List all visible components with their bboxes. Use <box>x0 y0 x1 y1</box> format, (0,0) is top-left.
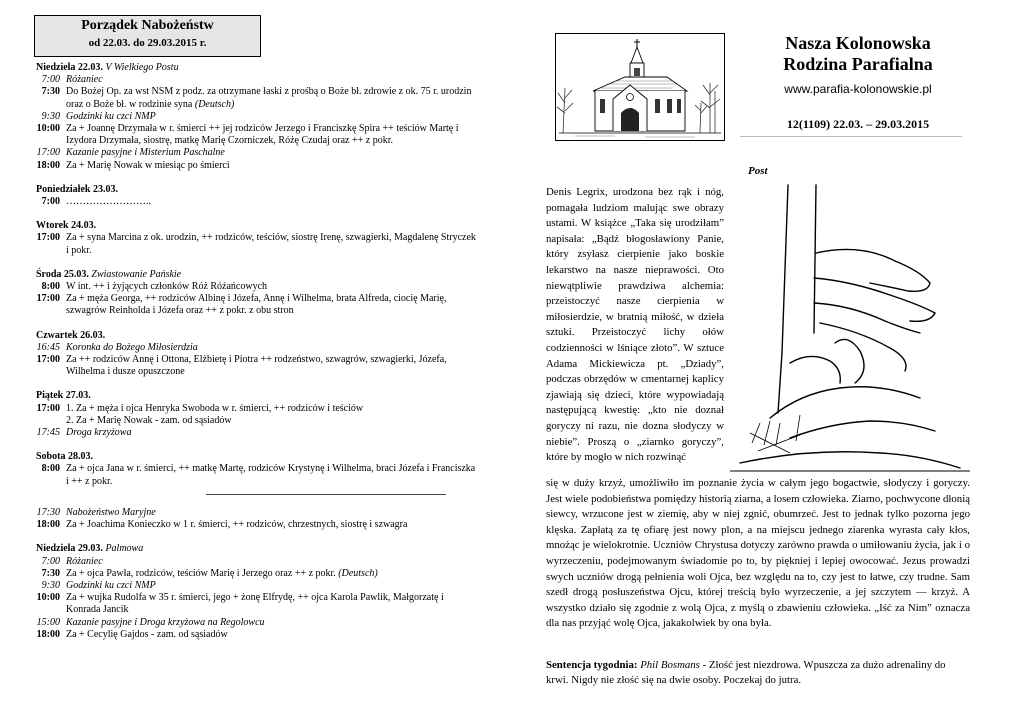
day-header <box>36 330 476 342</box>
entry-time: 18:00 <box>36 628 60 640</box>
schedule-entry <box>36 556 476 568</box>
entry-text <box>66 556 476 568</box>
mass-schedule <box>36 62 476 641</box>
day-header <box>36 184 476 196</box>
entry-time <box>36 415 66 427</box>
schedule-entry <box>36 342 476 354</box>
entry-time: 17:00 <box>36 232 60 244</box>
entry-text <box>66 580 476 592</box>
entry-intention: Różaniec <box>66 555 103 567</box>
schedule-entry <box>36 293 476 317</box>
entry-intention: Za + wujka Rudolfa w 35 r. śmierci, jego + żonę Elfrydę, ++ ojca Karola Pawlik, Małgorzatę i Konrada Jancik <box>66 592 444 616</box>
schedule-entry <box>36 403 476 415</box>
maxim-label: Sentencja tygodnia: <box>546 659 638 671</box>
entry-intention: Za + męża Georga, ++ rodziców Albinę i Józefa, Annę i Wilhelma, brata Alfreda, ciocię Marię, szwagrów Reinholda i Józefa oraz ++ z pokr. z obu stron <box>66 293 447 317</box>
day-label: Wtorek 24.03. <box>36 220 97 232</box>
issue-divider <box>740 136 962 137</box>
article-text-wide: się w duży krzyż, umożliwiło im poznanie życia w całym jego bogactwie, słodyczy i goryczy. Jest wiele podobieństwa pomiędzy historią ziarna, a losem człowieka. Ziarno, pochwycone dłonią siewcy, wrzucone jest w ziemię, aby w niej zgnić, obumrzeć. Jest to jednak tylko pozorna jego klęska. Zapłatą za tę ofiarę jest nowy plon, a na miejscu jednego ziarenka wyrasta cały kłos, mnożąc je wielokrotnie. Uczniów Chrystusa dotyczy zarówno prawda o umiłowaniu życia, jak i o wyrzeczeniu, podejmowanym świadomie po to, by piękniej i lepiej owocować. Jezus prowadzi swych uczniów drogą pełnienia woli Ojca, bez względu na to, czy jest to łatwe, czy trudne. Sam szedł drogą posłuszeństwa Ojcu, której treścią było wyrzeczenie, a jej szczytem — krzyż. A wszystko działo się zgodnie z wolą Ojca, z myślą o zbawieniu człowieka. „Iść za Nim” oznacza dla nas przyjąć wolę Ojca, jakakolwiek by ona była. <box>546 477 970 630</box>
schedule-entry <box>36 415 476 427</box>
day-label: Niedziela 22.03. <box>36 62 103 73</box>
entry-text <box>66 74 476 86</box>
entry-text <box>66 592 476 616</box>
day-label: Piątek 27.03. <box>36 390 91 402</box>
entry-time: 7:00 <box>41 555 60 567</box>
schedule-entry <box>36 86 476 110</box>
entry-time: 7:00 <box>41 74 60 86</box>
schedule-entry <box>36 354 476 378</box>
entry-intention: …………………….. <box>66 196 151 208</box>
entry-text <box>66 519 476 531</box>
entry-text <box>66 617 476 629</box>
schedule-entry <box>36 617 476 629</box>
entry-time: 10:00 <box>36 123 60 135</box>
day-label: Niedziela 29.03. <box>36 543 103 555</box>
entry-text <box>66 354 476 378</box>
schedule-entry <box>36 592 476 616</box>
entry-intention: Koronka do Bożego Miłosierdzia <box>66 341 198 353</box>
day-header <box>36 220 476 232</box>
entry-time: 7:30 <box>41 86 60 98</box>
day-gap <box>36 495 476 507</box>
entry-intention: Godzinki ku czci NMP <box>66 110 156 122</box>
entry-text <box>66 86 476 110</box>
maxim-text: - Złość jest niezdrowa. Wpuszcza za dużo adrenaliny do krwi. Nigdy nie złość się na dwie osoby. Poczekaj do jutra. <box>546 659 946 686</box>
entry-text <box>66 342 476 354</box>
entry-text <box>66 232 476 256</box>
entry-time: 9:30 <box>41 579 60 591</box>
entry-time: 17:00 <box>36 354 60 366</box>
schedule-title: Porządek Nabożeństw <box>81 18 214 33</box>
weekly-maxim <box>546 658 970 687</box>
entry-time: 10:00 <box>36 592 60 604</box>
article-text-narrow: Denis Legrix, urodzona bez rąk i nóg, pomagała ludziom malując swe obrazy ustami. W książce „Taka się urodziłam” napisała: „Bądź błogosławiony Panie, który zsyłasz cierpienie jako boskie lekarstwo na nasze nieprawości. Oto niewątpliwie prawdziwa alchemia: przeistoczyć nasze cierpienia w miłosierdzie, w bratnią miłość, w dzieła sztuki. Przeistoczyć lichy ołów codzienności w lśniące złoto”. W sztuce Adama Mickiewicza pt. „Dziady”, podczas obrzędów w cmentarnej kaplicy zjawiają się dzieci, które wypowiadają następującą kwestię: „kto nie doznał goryczy ni razu, nie dozna słodyczy w niebie”. Proszą o „ziarnko goryczy”, które by mogło w nich rozwinąć <box>546 186 724 464</box>
day-subtitle: V Wielkiego Postu <box>105 62 179 73</box>
day-header <box>36 269 476 281</box>
entry-text <box>66 427 476 439</box>
entry-text <box>66 160 476 172</box>
entry-intention: Za + Cecylię Gajdos - zam. od sąsiadów <box>66 628 228 640</box>
entry-text <box>66 281 476 293</box>
day-header <box>36 62 476 74</box>
entry-time: 15:00 <box>36 616 60 628</box>
schedule-entry <box>36 232 476 256</box>
entry-time: 18:00 <box>36 519 60 531</box>
entry-text <box>66 111 476 123</box>
schedule-entry <box>36 123 476 147</box>
day-subtitle: Palmowa <box>105 543 144 555</box>
entry-intention: Kazanie pasyjne i Misterium Paschalne <box>66 147 225 159</box>
entry-text <box>66 196 476 208</box>
entry-intention: Nabożeństwo Maryjne <box>66 506 156 518</box>
day-label: Poniedziałek 23.03. <box>36 183 118 195</box>
church-engraving-icon <box>555 33 725 141</box>
entry-text <box>66 147 476 159</box>
schedule-date-range: od 22.03. do 29.03.2015 r. <box>88 37 207 49</box>
entry-time: 18:00 <box>36 159 60 171</box>
schedule-entry <box>36 281 476 293</box>
entry-intention: 2. Za + Marię Nowak - zam. od sąsiadów <box>66 414 232 426</box>
schedule-entry <box>36 147 476 159</box>
day-label: Środa 25.03. <box>36 268 89 280</box>
entry-text <box>66 463 476 487</box>
entry-time: 8:00 <box>41 281 60 293</box>
schedule-entry <box>36 427 476 439</box>
entry-intention: Różaniec <box>66 74 103 86</box>
entry-text <box>66 507 476 519</box>
schedule-entry <box>36 507 476 519</box>
entry-text <box>66 568 476 580</box>
entry-time: 17:45 <box>36 427 60 439</box>
entry-time: 7:30 <box>41 567 60 579</box>
schedule-entry <box>36 111 476 123</box>
entry-time: 17:00 <box>36 402 60 414</box>
schedule-entry <box>36 519 476 531</box>
parish-title-line2: Rodzina Parafialna <box>783 54 933 74</box>
entry-language: (Deutsch) <box>338 567 378 579</box>
issue-number: 12(1109) 22.03. – 29.03.2015 <box>786 117 930 131</box>
entry-language: (Deutsch) <box>194 98 235 110</box>
entry-intention: Za + Joannę Drzymała w r. śmierci ++ jej rodziców Jerzego i Franciszkę Spira ++ teściów Martę i Izydora Drzymała, siostrę, matkę Marię Czorniczek, Różę Czudaj oraz ++ z pokr. <box>66 123 459 147</box>
schedule-entry <box>36 580 476 592</box>
entry-intention: Za + ojca Jana w r. śmierci, ++ matkę Martę, rodziców Krystynę i Wilhelma, braci Józefa i Franciszka i ++ z pokr. <box>66 463 476 487</box>
entry-intention: Za + ojca Pawła, rodziców, teściów Marię i Jerzego oraz ++ z pokr. <box>66 567 336 579</box>
day-label: Czwartek 26.03. <box>36 329 106 341</box>
entry-intention: 1. Za + męża i ojca Henryka Swoboda w r. śmierci, ++ rodziców i teściów <box>66 402 364 414</box>
entry-time: 8:00 <box>41 463 60 475</box>
entry-time: 16:45 <box>36 341 60 353</box>
entry-intention: Za + Joachima Konieczko w 1 r. śmierci, ++ rodziców, chrzestnych, siostrę i szwagra <box>66 519 408 531</box>
day-header <box>36 543 476 555</box>
schedule-entry <box>36 74 476 86</box>
entry-intention: W int. ++ i żyjących członków Róż Różańcowych <box>66 281 268 293</box>
day-header <box>36 390 476 402</box>
schedule-entry <box>36 629 476 641</box>
parish-title <box>748 33 968 75</box>
schedule-title-box <box>34 15 261 57</box>
day-label: Sobota 28.03. <box>36 451 93 463</box>
day-header <box>36 451 476 463</box>
schedule-entry <box>36 196 476 208</box>
entry-text <box>66 293 476 317</box>
entry-text <box>66 123 476 147</box>
entry-intention: Za + Marię Nowak w miesiąc po śmierci <box>66 159 230 171</box>
entry-time: 17:00 <box>36 147 60 159</box>
entry-time: 17:30 <box>36 506 60 518</box>
entry-text <box>66 415 476 427</box>
entry-time: 7:00 <box>41 196 60 208</box>
parish-url-link[interactable]: www.parafia-kolonowskie.pl <box>784 82 932 96</box>
parish-title-line1: Nasza Kolonowska <box>785 33 931 53</box>
entry-intention: Do Bożej Op. za wst NSM z podz. za otrzymane łaski z prośbą o Boże bł. zdrowie z ok. 75 r. urodzin oraz o Boże bł. w rodzinie syna <box>66 86 472 110</box>
schedule-entry <box>36 160 476 172</box>
schedule-entry <box>36 568 476 580</box>
entry-intention: Godzinki ku czci NMP <box>66 579 156 591</box>
entry-intention: Kazanie pasyjne i Droga krzyżowa na Regolowcu <box>66 616 265 628</box>
entry-intention: Za ++ rodziców Annę i Ottona, Elżbietę i Piotra ++ rodzeństwo, szwagrów, szwagierki, Józefa, Wilhelma i dusze opuszczone <box>66 354 447 378</box>
entry-intention: Za + syna Marcina z ok. urodzin, ++ rodziców, teściów, siostrę Irenę, szwagierki, Magdalenę Stryczek i pokr. <box>66 232 476 256</box>
day-subtitle: Zwiastowanie Pańskie <box>91 268 182 280</box>
entry-intention: Droga krzyżowa <box>66 427 132 439</box>
schedule-entry <box>36 463 476 487</box>
entry-time: 17:00 <box>36 293 60 305</box>
entry-time: 9:30 <box>41 110 60 122</box>
hands-cross-drawing-icon <box>730 183 970 475</box>
maxim-author: Phil Bosmans <box>640 659 700 671</box>
entry-text <box>66 629 476 641</box>
article-heading: Post <box>748 165 768 177</box>
entry-text <box>66 403 476 415</box>
